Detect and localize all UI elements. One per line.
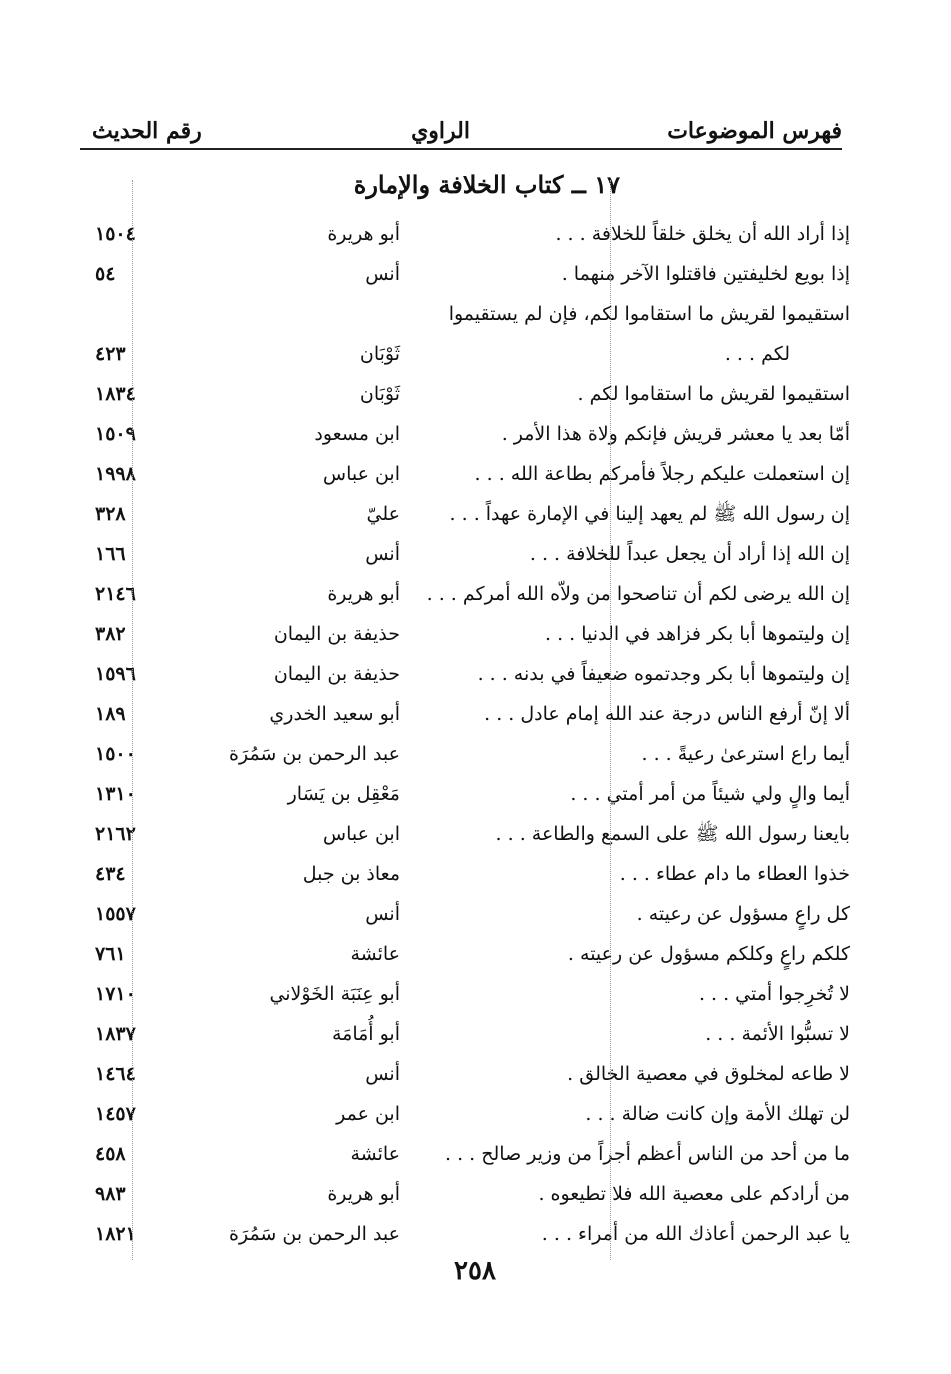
index-row (80, 454, 850, 494)
index-row (80, 614, 850, 654)
index-row (80, 534, 850, 574)
topics-index-heading: فهرس الموضوعات (667, 118, 842, 144)
hadith-number: ١٤٦٤ (95, 1063, 136, 1085)
margin-guide-line (610, 180, 611, 1260)
index-row (80, 494, 850, 534)
hadith-topic: لن تهلك الأمة وإن كانت ضالة . . . (585, 1103, 850, 1125)
narrator-name: أبو أُمَامَة (331, 1023, 400, 1045)
hadith-number: ٣٢٨ (95, 503, 126, 525)
index-row (80, 294, 850, 334)
index-row (80, 894, 850, 934)
hadith-number: ١٥٥٧ (95, 903, 136, 925)
narrator-name: أبو هريرة (327, 1183, 400, 1205)
hadith-topic: أيما والٍ ولي شيئاً من أمر أمتي . . . (570, 783, 850, 805)
hadith-topic: كل راعٍ مسؤول عن رعيته . (636, 903, 850, 925)
index-row (80, 1094, 850, 1134)
hadith-topic: لا تسبُّوا الأئمة . . . (705, 1023, 850, 1045)
index-row (80, 374, 850, 414)
hadith-number: ١٥٠٤ (95, 223, 136, 245)
index-row (80, 574, 850, 614)
index-row (80, 214, 850, 254)
index-row (80, 1174, 850, 1214)
narrator-name: عليّ (366, 503, 400, 525)
index-row (80, 734, 850, 774)
hadith-number: ١٩٩٨ (95, 463, 136, 485)
hadith-topic: إن وليتموها أبا بكر وجدتموه ضعيفاً في بدنه . . . (477, 663, 850, 685)
hadith-topic: إن وليتموها أبا بكر فزاهد في الدنيا . . . (545, 623, 850, 645)
hadith-number: ١٥٠٩ (95, 423, 136, 445)
hadith-number: ٢١٤٦ (95, 583, 136, 605)
index-row (80, 694, 850, 734)
narrator-heading: الراوي (411, 118, 470, 144)
hadith-topic: إذا أراد الله أن يخلق خلقاً للخلافة . . . (555, 223, 850, 245)
hadith-topic: لا تُخرِجوا أمتي . . . (698, 983, 850, 1005)
narrator-name: أبو هريرة (327, 583, 400, 605)
hadith-number: ٤٥٨ (95, 1143, 126, 1165)
hadith-number: ٢١٦٢ (95, 823, 136, 845)
narrator-name: ابن مسعود (314, 423, 400, 445)
hadith-topic: ما من أحد من الناس أعظم أجراً من وزير صالح . . . (445, 1143, 850, 1165)
narrator-name: حذيفة بن اليمان (273, 663, 400, 685)
narrator-name: ابن عمر (336, 1103, 400, 1125)
index-row (80, 1054, 850, 1094)
hadith-topic: استقيموا لقريش ما استقاموا لكم، فإن لم يستقيموا (448, 303, 850, 325)
index-row (80, 814, 850, 854)
narrator-name: أبو سعيد الخدري (269, 703, 400, 725)
hadith-number: ١٤٥٧ (95, 1103, 136, 1125)
narrator-name: ثَوْبَان (359, 343, 400, 365)
margin-guide-line (132, 180, 133, 1260)
narrator-name: مَعْقِل بن يَسَار (287, 783, 400, 805)
index-row (80, 334, 850, 374)
page-number: ٢٥٨ (454, 1256, 496, 1286)
hadith-number: ١٥٩٦ (95, 663, 136, 685)
hadith-topic: لكم . . . (724, 343, 790, 365)
hadith-number: ١٨٩ (95, 703, 126, 725)
narrator-name: أنس (365, 263, 400, 285)
column-header (80, 110, 842, 148)
hadith-topic: لا طاعه لمخلوق في معصية الخالق . (567, 1063, 850, 1085)
header-rule (80, 148, 842, 150)
hadith-number: ١٧١٠ (95, 983, 136, 1005)
narrator-name: عائشة (350, 943, 400, 965)
narrator-name: حذيفة بن اليمان (273, 623, 400, 645)
narrator-name: عائشة (350, 1143, 400, 1165)
hadith-topic: بايعنا رسول الله ﷺ على السمع والطاعة . . . (495, 823, 850, 845)
hadith-number: ٤٢٣ (95, 343, 126, 365)
hadith-number: ٩٨٣ (95, 1183, 126, 1205)
narrator-name: أبو عِنَبَة الخَوْلاني (269, 983, 400, 1005)
index-rows (80, 214, 850, 1254)
hadith-topic: إن رسول الله ﷺ لم يعهد إلينا في الإمارة عهداً . . . (449, 503, 850, 525)
hadith-topic: ألا إنّ أرفع الناس درجة عند الله إمام عادل . . . (484, 703, 850, 725)
hadith-number: ١٥٠٠ (95, 743, 136, 765)
hadith-topic: استقيموا لقريش ما استقاموا لكم . (577, 383, 850, 405)
index-row (80, 854, 850, 894)
narrator-name: أنس (365, 1063, 400, 1085)
hadith-topic: إن استعملت عليكم رجلاً فأمركم بطاعة الله . . . (474, 463, 850, 485)
hadith-number: ١٦٦ (95, 543, 126, 565)
index-row (80, 774, 850, 814)
narrator-name: أنس (365, 543, 400, 565)
hadith-number: ١٨٣٤ (95, 383, 136, 405)
narrator-name: أبو هريرة (327, 223, 400, 245)
narrator-name: عبد الرحمن بن سَمُرَة (229, 743, 400, 765)
hadith-topic: أمّا بعد يا معشر قريش فإنكم ولاة هذا الأمر . (501, 423, 850, 445)
hadith-topic: خذوا العطاء ما دام عطاء . . . (619, 863, 850, 885)
narrator-name: معاذ بن جبل (302, 863, 400, 885)
hadith-number-heading: رقم الحديث (92, 118, 202, 144)
index-row (80, 974, 850, 1014)
index-row (80, 934, 850, 974)
hadith-topic: من أرادكم على معصية الله فلا تطيعوه . (538, 1183, 850, 1205)
hadith-topic: إن الله إذا أراد أن يجعل عبداً للخلافة . . . (529, 543, 850, 565)
index-row (80, 414, 850, 454)
narrator-name: ابن عباس (322, 823, 400, 845)
hadith-topic: إن الله يرضى لكم أن تناصحوا من ولاّه الله أمركم . . . (426, 583, 850, 605)
narrator-name: ثَوْبَان (359, 383, 400, 405)
hadith-topic: إذا بويع لخليفتين فاقتلوا الآخر منهما . (561, 263, 850, 285)
section-title: ١٧ ــ كتاب الخلافة والإمارة (353, 170, 620, 199)
hadith-topic: يا عبد الرحمن أعاذك الله من أمراء . . . (541, 1223, 850, 1245)
hadith-number: ٤٣٤ (95, 863, 126, 885)
hadith-number: ٣٨٢ (95, 623, 126, 645)
hadith-number: ٥٤ (95, 263, 116, 285)
hadith-number: ١٣١٠ (95, 783, 136, 805)
index-row (80, 1214, 850, 1254)
hadith-number: ١٨٢١ (95, 1223, 136, 1245)
narrator-name: عبد الرحمن بن سَمُرَة (229, 1223, 400, 1245)
narrator-name: أنس (365, 903, 400, 925)
index-row (80, 1014, 850, 1054)
index-row (80, 1134, 850, 1174)
narrator-name: ابن عباس (322, 463, 400, 485)
index-row (80, 654, 850, 694)
hadith-topic: أيما راع استرعىٰ رعيةً . . . (641, 743, 850, 765)
index-row (80, 254, 850, 294)
hadith-number: ٧٦١ (95, 943, 126, 965)
hadith-topic: كلكم راعٍ وكلكم مسؤول عن رعيته . (567, 943, 850, 965)
hadith-number: ١٨٣٧ (95, 1023, 136, 1045)
